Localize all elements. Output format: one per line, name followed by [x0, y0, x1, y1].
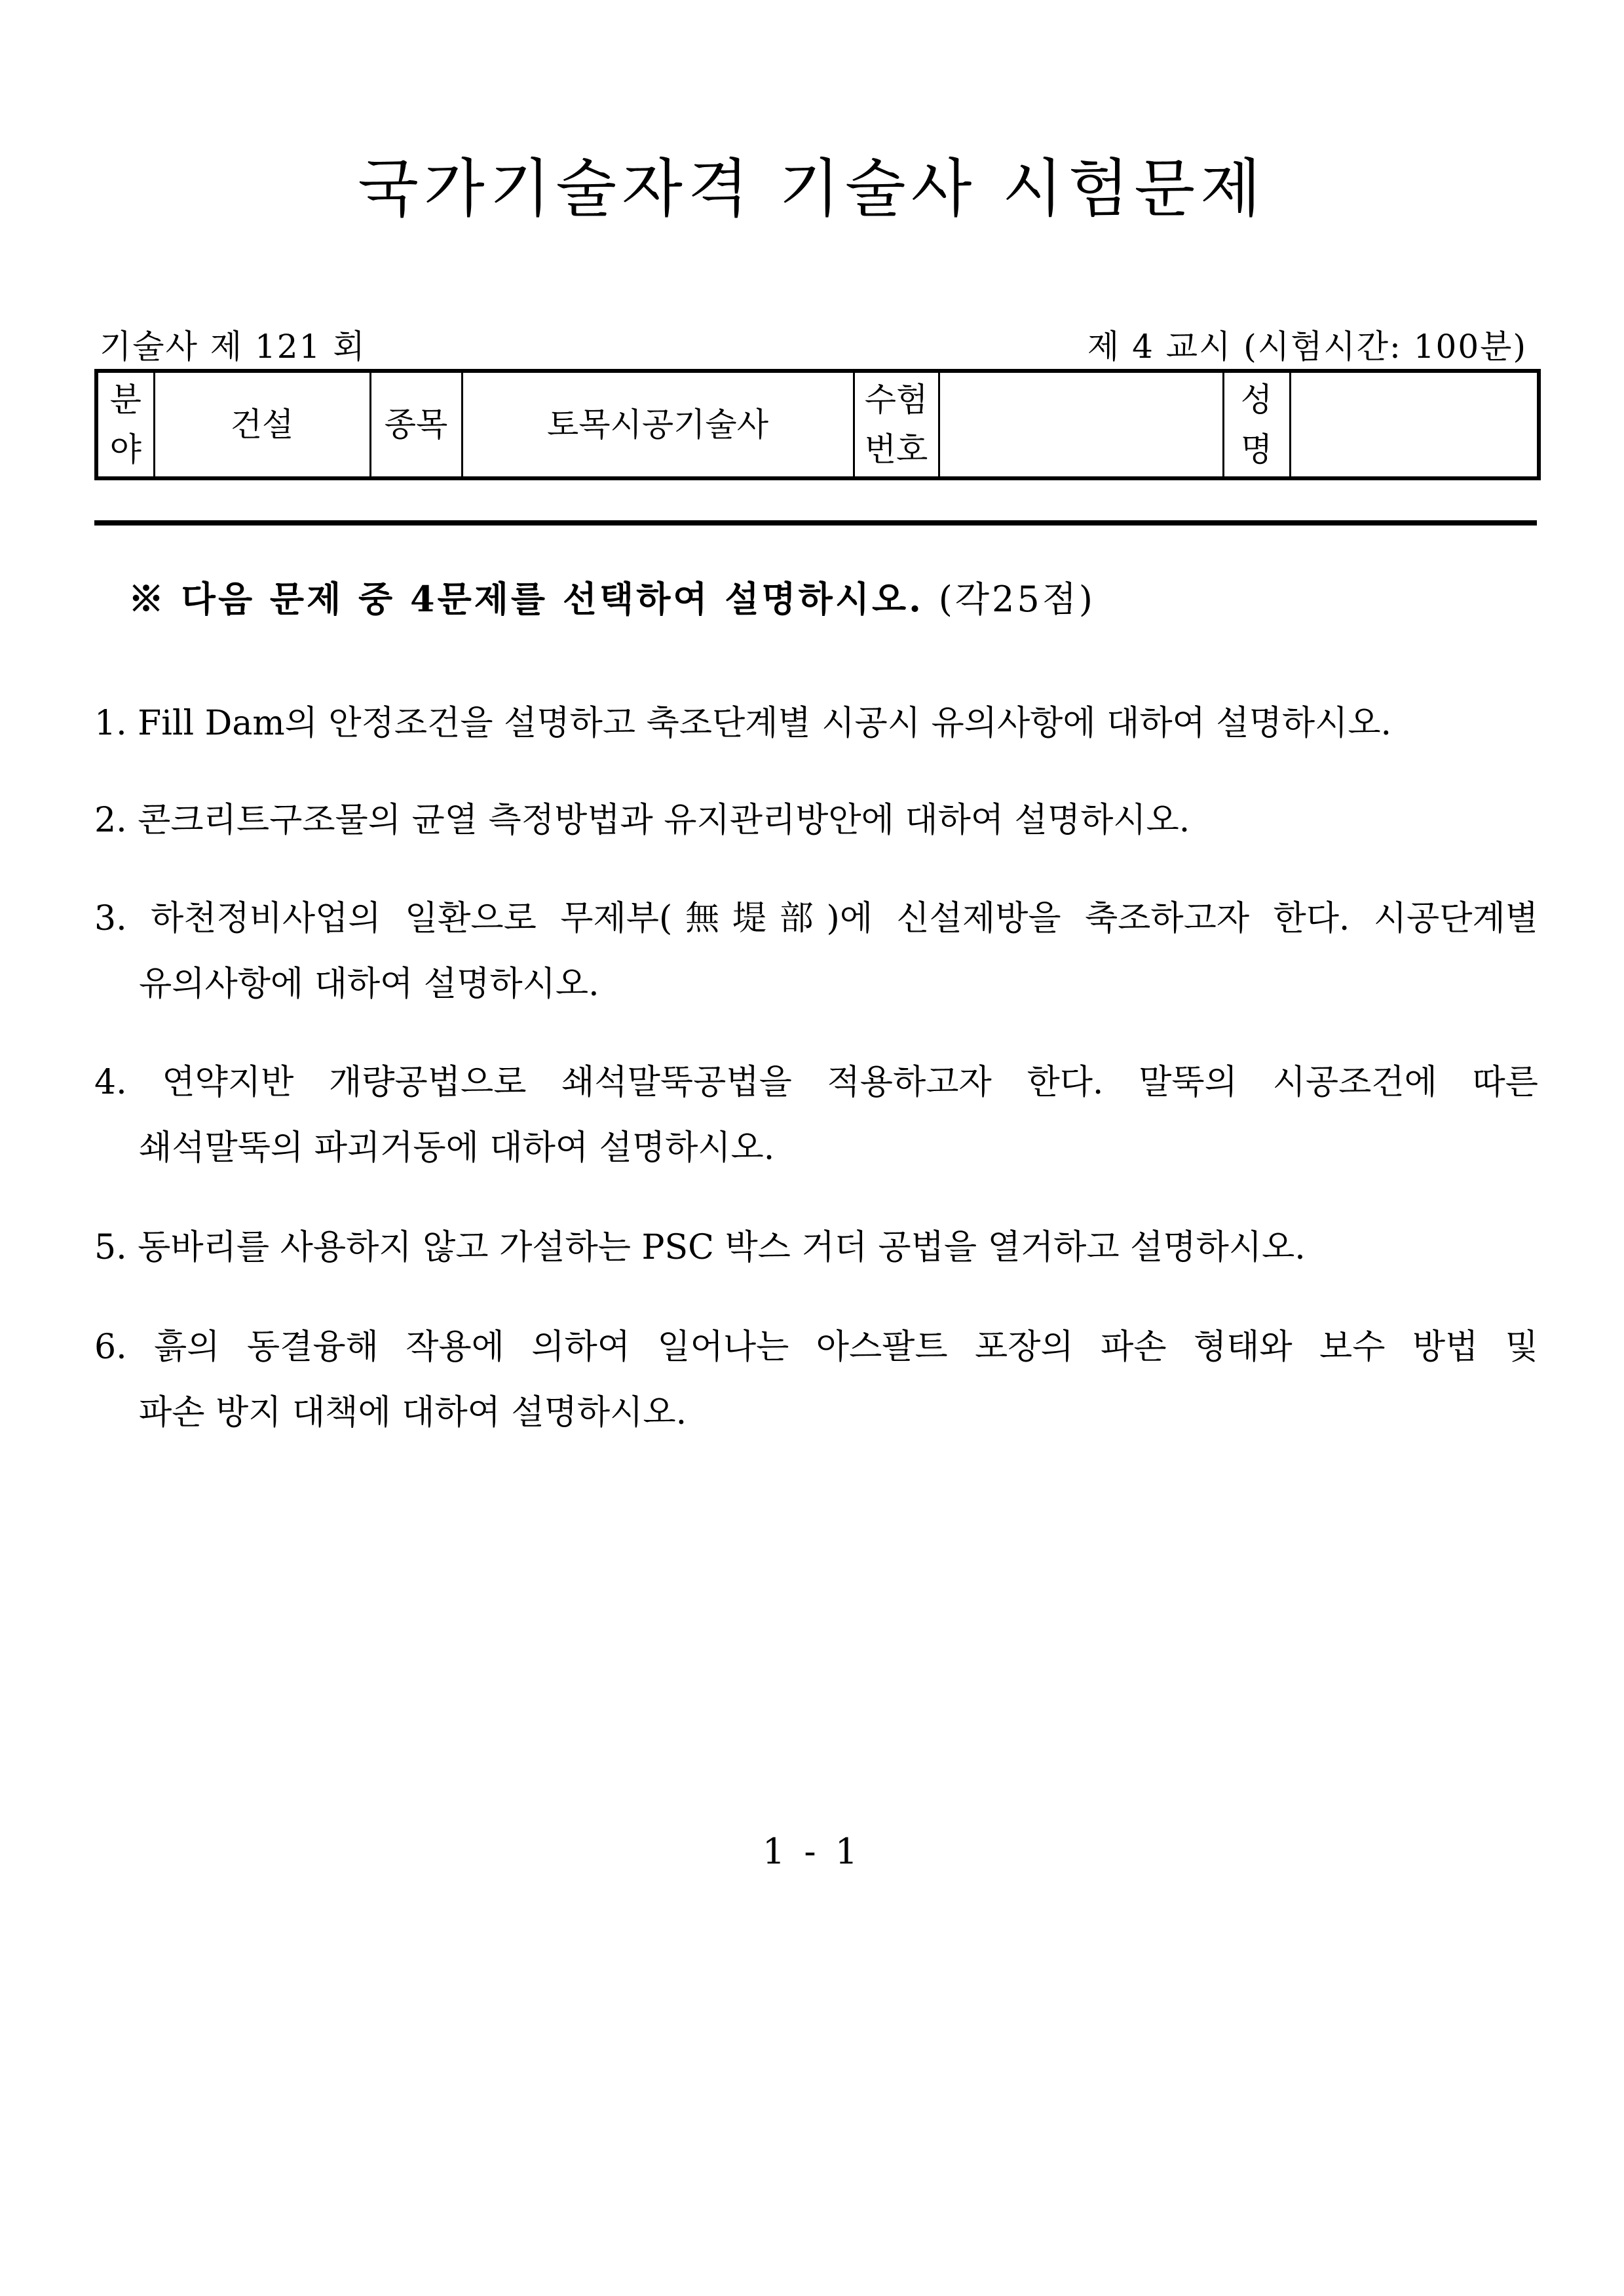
question-1-line-1 [94, 691, 1538, 756]
exam-info-table [94, 369, 1541, 480]
question-3-line-1 [94, 886, 1538, 951]
instruction [128, 573, 1095, 626]
field-label-bottom: 야 [109, 430, 142, 469]
question-3-line-2: 유의사항에 대하여 설명하시오. [139, 965, 599, 1004]
question-5-text: 동바리를 사용하지 않고 가설하는 PSC 박스 거더 공법을 열거하고 설명하시오. [138, 1228, 1306, 1267]
question-6-line-2: 파손 방지 대책에 대하여 설명하시오. [139, 1393, 687, 1432]
category-label: 종목 [370, 371, 462, 478]
question-3-number: 3. [94, 899, 127, 938]
question-6-line-1 [94, 1314, 1538, 1380]
field-label-top: 분 [109, 381, 142, 419]
question-6-text-line-1: 흙의 동결융해 작용에 의하여 일어나는 아스팔트 포장의 파손 형태와 보수 방법 및 [154, 1328, 1539, 1367]
question-2 [94, 788, 1538, 853]
exam-session: 기술사 제 121 회 [100, 328, 366, 366]
question-4-number: 4. [94, 1063, 127, 1102]
instruction-points: (각25점) [938, 579, 1095, 620]
page-number: 1 - 1 [762, 1831, 862, 1872]
question-6-number: 6. [94, 1328, 127, 1367]
exam-number-label-top: 수험 [864, 381, 928, 419]
question-1-number: 1. [94, 704, 127, 743]
question-4-text-line-1: 연약지반 개량공법으로 쇄석말뚝공법을 적용하고자 한다. 말뚝의 시공조건에 따른 [162, 1063, 1539, 1102]
question-5-line-1 [94, 1215, 1538, 1280]
question-1-text: Fill Dam의 안정조건을 설명하고 축조단계별 시공시 유의사항에 대하여 설명하시오. [138, 704, 1392, 743]
name-field[interactable] [1290, 371, 1539, 478]
document-title: 국가기술자격 기술사 시험문제 [358, 152, 1266, 225]
question-1 [94, 691, 1538, 756]
exam-period: 제 4 교시 (시험시간: 100분) [1087, 328, 1527, 366]
instruction-text: ※ 다음 문제 중 4문제를 선택하여 설명하시오. [128, 578, 924, 620]
name-label [1223, 371, 1290, 478]
name-label-bottom: 명 [1240, 430, 1273, 469]
exam-number-field[interactable] [939, 371, 1223, 478]
question-5-number: 5. [94, 1228, 127, 1267]
question-2-number: 2. [94, 801, 127, 840]
question-2-text: 콘크리트구조물의 균열 측정방법과 유지관리방안에 대하여 설명하시오. [138, 801, 1190, 840]
field-label [96, 371, 154, 478]
name-label-top: 성 [1240, 381, 1273, 419]
exam-number-label-bottom: 번호 [864, 430, 928, 469]
question-3 [94, 886, 1538, 1017]
question-4 [94, 1050, 1538, 1181]
question-5 [94, 1215, 1538, 1280]
question-4-line-1 [94, 1050, 1538, 1115]
horizontal-divider [94, 520, 1537, 526]
field-value: 건설 [154, 371, 370, 478]
question-2-line-1 [94, 788, 1538, 853]
question-6 [94, 1314, 1538, 1445]
category-value: 토목시공기술사 [462, 371, 854, 478]
question-4-line-2: 쇄석말뚝의 파괴거동에 대하여 설명하시오. [139, 1128, 775, 1168]
exam-number-label [854, 371, 939, 478]
question-3-text-line-1: 하천정비사업의 일환으로 무제부(無堤部)에 신설제방을 축조하고자 한다. 시공단계별 [150, 899, 1538, 938]
